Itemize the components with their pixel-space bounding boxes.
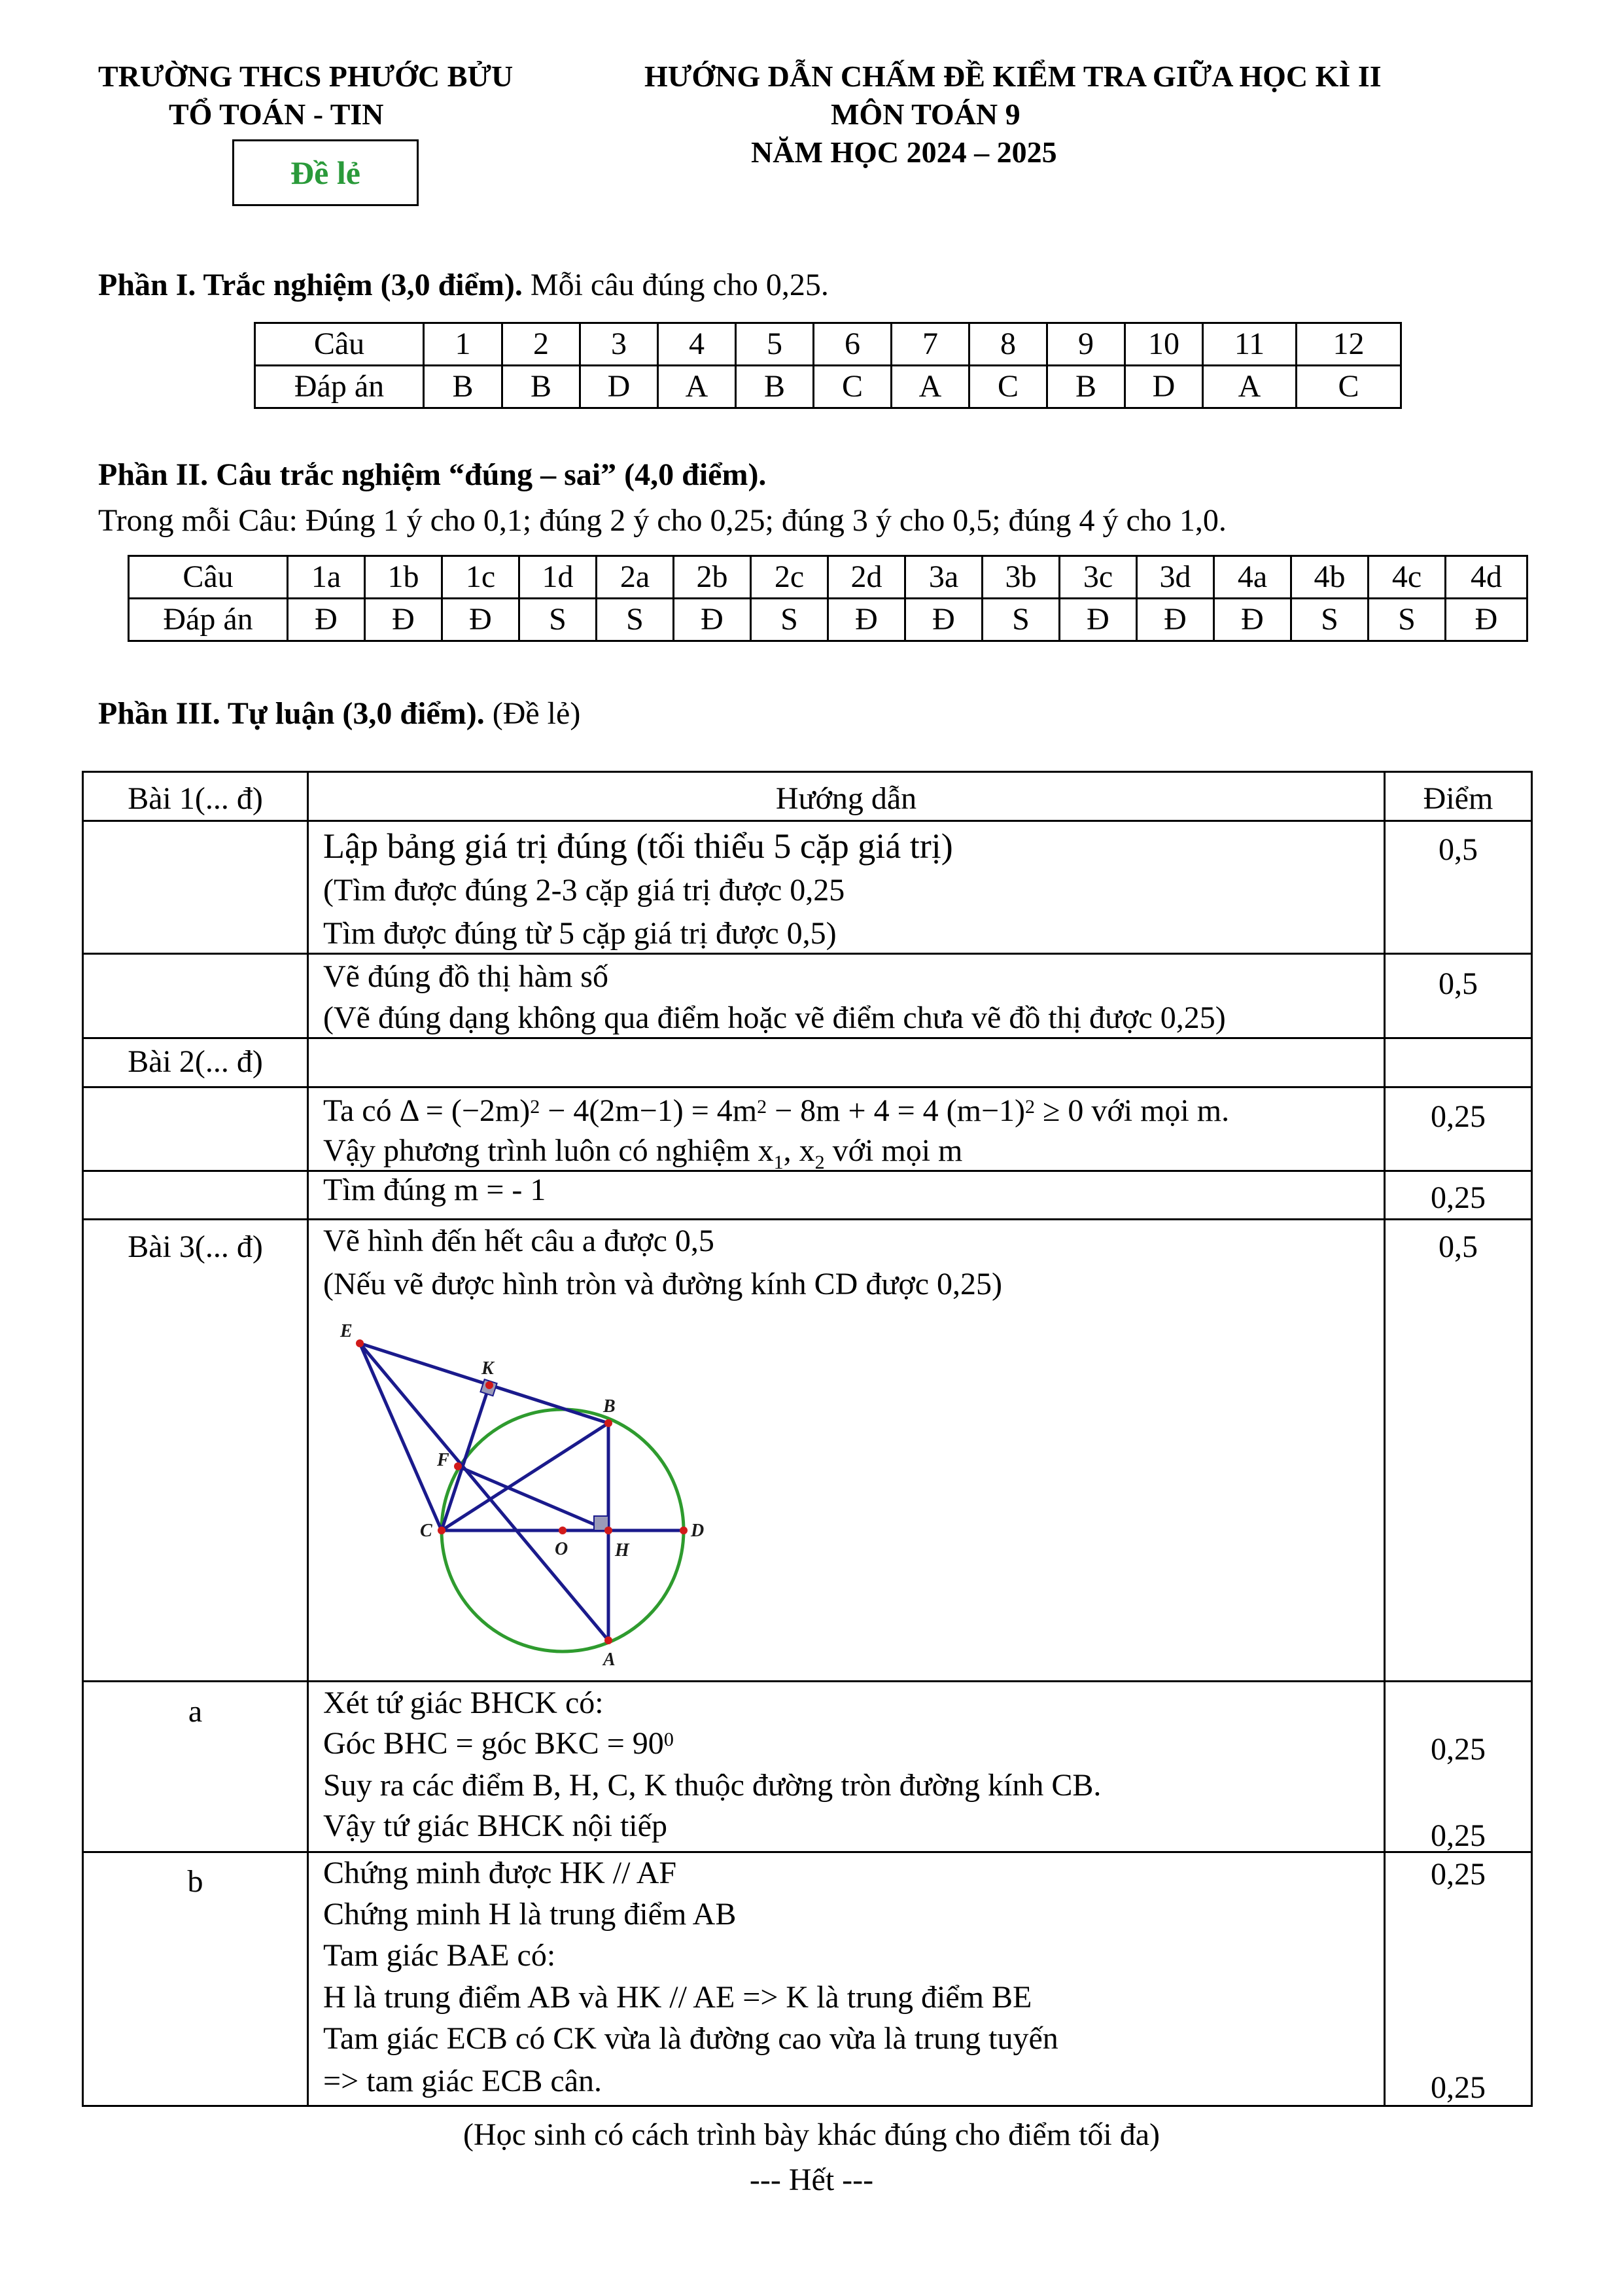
part1-question: 11 (1203, 323, 1297, 366)
part1-title: Phần I. Trắc nghiệm (3,0 điểm). (98, 268, 523, 302)
part2-question: 2d (828, 556, 905, 599)
footer-end: --- Hết --- (749, 2163, 874, 2197)
a-score-1: 0,25 (1431, 1732, 1486, 1767)
b2-sub-2: 2 (814, 1152, 825, 1173)
b2-line2-c: với mọi m (824, 1133, 963, 1168)
label-e: E (340, 1321, 353, 1341)
part3-col-divider (307, 771, 309, 2107)
part1-question: 8 (969, 323, 1047, 366)
part2-answer: Đ (365, 599, 442, 641)
part1-answer: C (814, 366, 892, 408)
part3-row-divider (82, 820, 1533, 822)
b1-r1-line2: (Tìm được đúng 2-3 cặp giá trị được 0,25 (323, 873, 845, 908)
part2-question: 3a (905, 556, 983, 599)
part1-answer: C (1297, 366, 1401, 408)
part1-question: 2 (502, 323, 580, 366)
part1-title-line (98, 267, 829, 303)
footer-note: (Học sinh có cách trình bày khác đúng cho điểm tối đa) (463, 2117, 1160, 2152)
b2-sq-1: 2 (530, 1096, 540, 1118)
part1-question: 5 (736, 323, 814, 366)
part3-row-divider (82, 1851, 1533, 1853)
school-name: TRƯỜNG THCS PHƯỚC BỬU (98, 60, 514, 93)
label-b: B (603, 1396, 616, 1417)
part1-question: 10 (1125, 323, 1203, 366)
part1-row-label-question: Câu (255, 323, 424, 366)
part2-question: 2b (674, 556, 751, 599)
part1-question: 3 (580, 323, 658, 366)
part3-row-divider (82, 1680, 1533, 1682)
label-f: F (437, 1450, 449, 1470)
a-line2-degree: 0 (663, 1729, 674, 1750)
part1-answer: B (736, 366, 814, 408)
part2-answer: S (1291, 599, 1369, 641)
label-o: O (555, 1539, 568, 1559)
part1-question: 1 (424, 323, 502, 366)
part2-note: Trong mỗi Câu: Đúng 1 ý cho 0,1; đúng 2 ý cho 0,25; đúng 3 ý cho 0,5; đúng 4 ý cho 1,0. (98, 503, 1227, 538)
part2-question: 2a (597, 556, 674, 599)
part2-answer: Đ (1214, 599, 1291, 641)
part2-question: 4b (1291, 556, 1369, 599)
part2-answer: Đ (442, 599, 519, 641)
part2-question: 2c (751, 556, 828, 599)
part2-row-label-question: Câu (129, 556, 288, 599)
b2-line2-b: , x (783, 1133, 815, 1168)
b2-sq-3: 2 (1025, 1096, 1036, 1118)
b2-eq-c: − 8m + 4 = 4 (m−1) (767, 1093, 1026, 1128)
part1-answer: B (1047, 366, 1125, 408)
b-line3: Tam giác BAE có: (323, 1938, 556, 1973)
b2-label: Bài 2(... đ) (128, 1044, 263, 1079)
part3-row-divider (82, 1086, 1533, 1088)
part1-question: 7 (892, 323, 969, 366)
b-line1: Chứng minh được HK // AF (323, 1856, 677, 1890)
part1-answer: B (424, 366, 502, 408)
b2-r2-line1: Tìm đúng m = - 1 (323, 1173, 546, 1207)
point-k (485, 1381, 493, 1389)
b2-r1-score: 0,25 (1431, 1099, 1486, 1134)
b2-sub-1: 1 (773, 1152, 784, 1173)
segment-ec (360, 1343, 442, 1530)
part2-question: 1c (442, 556, 519, 599)
a-line1: Xét tứ giác BHCK có: (323, 1686, 604, 1720)
part2-question: 4a (1214, 556, 1291, 599)
part2-answer-table (128, 555, 1528, 642)
part2-answer: Đ (905, 599, 983, 641)
b2-eq-b: − 4(2m−1) = 4m (540, 1093, 758, 1128)
segment-fh (458, 1466, 608, 1530)
part3-note: (Đề lẻ) (484, 696, 581, 731)
part2-answer: Đ (288, 599, 365, 641)
part2-answer: Đ (1060, 599, 1137, 641)
segment-bc (442, 1423, 608, 1530)
point-b (604, 1419, 612, 1427)
part1-answer: C (969, 366, 1047, 408)
part2-answer-row (129, 599, 1527, 641)
b-line6: => tam giác ECB cân. (323, 2064, 602, 2098)
part2-question: 3c (1060, 556, 1137, 599)
part2-question: 4c (1369, 556, 1446, 599)
b3-r1-line1: Vẽ hình đến hết câu a được 0,5 (323, 1224, 714, 1258)
part1-note: Mỗi câu đúng cho 0,25. (522, 268, 829, 302)
b2-eq-d: ≥ 0 với mọi m. (1035, 1093, 1230, 1128)
part1-question: 9 (1047, 323, 1125, 366)
variant-label: Đề lẻ (290, 154, 360, 191)
label-d: D (691, 1521, 705, 1541)
part2-answer: S (597, 599, 674, 641)
part2-question: 3d (1137, 556, 1214, 599)
part1-row-label-answer: Đáp án (255, 366, 424, 408)
a-line3: Suy ra các điểm B, H, C, K thuộc đường tròn đường kính CB. (323, 1768, 1102, 1803)
b-line5: Tam giác ECB có CK vừa là đường cao vừa là trung tuyến (323, 2021, 1058, 2056)
part2-question: 1d (519, 556, 597, 599)
b1-r2-line2: (Vẽ đúng dạng không qua điểm hoặc vẽ điểm chưa vẽ đồ thị được 0,25) (323, 1000, 1226, 1035)
part2-answer: S (751, 599, 828, 641)
b1-r2-score: 0,5 (1439, 966, 1478, 1001)
point-d (680, 1527, 688, 1534)
point-e (356, 1339, 364, 1347)
b-score-1: 0,25 (1431, 1857, 1486, 1892)
part3-col-header-score: Điểm (1423, 781, 1493, 816)
b2-sq-2: 2 (757, 1096, 767, 1118)
b2-r2-score: 0,25 (1431, 1180, 1486, 1215)
a-label: a (188, 1694, 203, 1729)
part1-answer-row (255, 366, 1401, 408)
part1-answer: A (892, 366, 969, 408)
b-line4: H là trung điểm AB và HK // AE => K là trung điểm BE (323, 1980, 1032, 2015)
part1-question: 6 (814, 323, 892, 366)
b1-r2-line1: Vẽ đúng đồ thị hàm số (323, 959, 608, 994)
label-k: K (481, 1358, 494, 1379)
part2-question: 4d (1446, 556, 1527, 599)
subject-title: MÔN TOÁN 9 (831, 97, 1021, 131)
part2-answer: Đ (828, 599, 905, 641)
point-h (604, 1527, 612, 1534)
part2-question: 3b (983, 556, 1060, 599)
part2-answer: Đ (1446, 599, 1527, 641)
b3-label: Bài 3(... đ) (128, 1229, 263, 1264)
part3-title-line (98, 696, 580, 732)
b2-line2-a: Vậy phương trình luôn có nghiệm x (323, 1133, 774, 1168)
a-line4: Vậy tứ giác BHCK nội tiếp (323, 1809, 667, 1843)
part2-answer: Đ (674, 599, 751, 641)
label-c: C (420, 1521, 432, 1541)
b2-r1-line1 (323, 1091, 1229, 1131)
part1-question: 4 (658, 323, 736, 366)
part3-col-header-question: Bài 1(... đ) (128, 781, 263, 816)
point-o (559, 1527, 567, 1534)
b3-r1-line2: (Nếu vẽ được hình tròn và đường kính CD được 0,25) (323, 1267, 1003, 1301)
b1-r1-line3: Tìm được đúng từ 5 cặp giá trị được 0,5) (323, 916, 837, 951)
b-label: b (187, 1864, 203, 1899)
doc-title: HƯỚNG DẪN CHẤM ĐỀ KIỂM TRA GIỮA HỌC KÌ II (644, 60, 1382, 93)
point-a (604, 1636, 612, 1644)
b2-eq-a: Ta có Δ = (−2m) (323, 1093, 531, 1128)
part2-answer: S (519, 599, 597, 641)
a-line2 (323, 1723, 674, 1764)
part1-answer: D (580, 366, 658, 408)
department-name: TỔ TOÁN - TIN (169, 97, 384, 131)
variant-box (232, 139, 419, 206)
part3-row-divider (82, 1218, 1533, 1220)
b3-r1-score: 0,5 (1439, 1229, 1478, 1264)
part1-question-row (255, 323, 1401, 366)
b-score-2: 0,25 (1431, 2070, 1486, 2105)
part2-title: Phần II. Câu trắc nghiệm “đúng – sai” (4,0 điểm). (98, 457, 767, 492)
part3-title: Phần III. Tự luận (3,0 điểm). (98, 696, 485, 731)
part2-answer: Đ (1137, 599, 1214, 641)
label-a: A (603, 1650, 616, 1670)
part1-answer: A (1203, 366, 1297, 408)
part2-question: 1b (365, 556, 442, 599)
part3-table (82, 771, 1533, 2107)
part1-answer-table (254, 322, 1402, 409)
part2-question: 1a (288, 556, 365, 599)
point-f (454, 1462, 462, 1470)
part1-answer: A (658, 366, 736, 408)
part3-col-header-guide: Hướng dẫn (775, 781, 917, 816)
point-c (438, 1527, 445, 1534)
geometry-figure (321, 1315, 726, 1672)
part2-title-line (98, 457, 766, 493)
school-year: NĂM HỌC 2024 – 2025 (751, 135, 1057, 169)
b1-r1-line1: Lập bảng giá trị đúng (tối thiểu 5 cặp giá trị) (323, 826, 953, 866)
part2-row-label-answer: Đáp án (129, 599, 288, 641)
part1-question: 12 (1297, 323, 1401, 366)
a-line2-text: Góc BHC = góc BKC = 90 (323, 1726, 664, 1761)
part2-answer: S (983, 599, 1060, 641)
part2-answer: S (1369, 599, 1446, 641)
part1-answer: B (502, 366, 580, 408)
label-h: H (615, 1540, 629, 1561)
part2-question-row (129, 556, 1527, 599)
part1-answer: D (1125, 366, 1203, 408)
b-line2: Chứng minh H là trung điểm AB (323, 1897, 737, 1932)
b2-r1-line2 (323, 1131, 962, 1175)
b1-r1-score: 0,5 (1439, 832, 1478, 867)
a-score-2: 0,25 (1431, 1818, 1486, 1853)
